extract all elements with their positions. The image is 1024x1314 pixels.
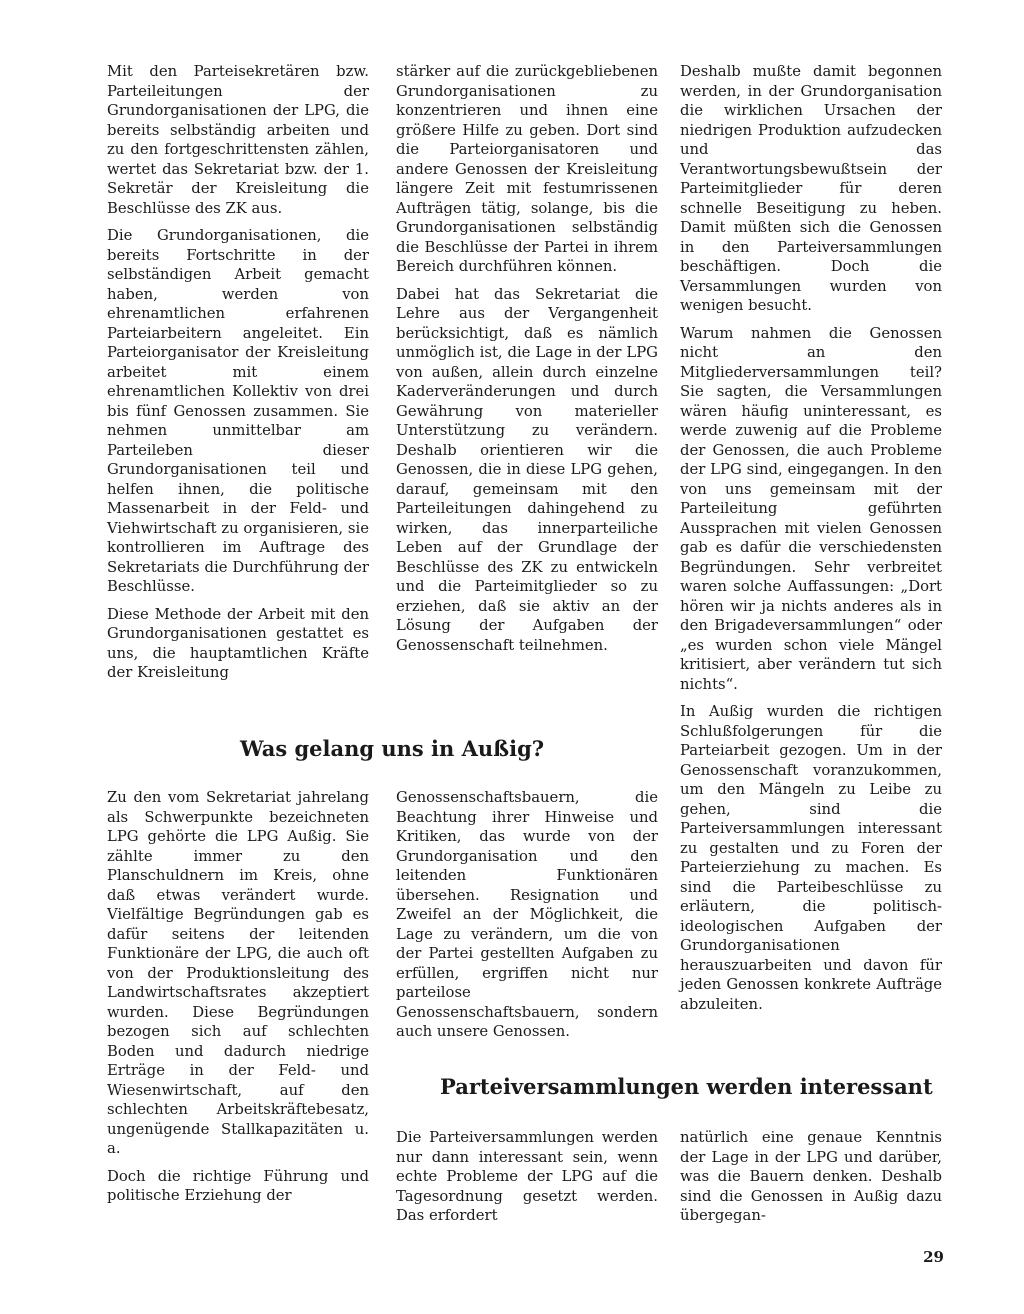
- paragraph: Doch die richtige Führung und politische Erziehung der: [107, 1167, 369, 1204]
- column-2-top: [396, 62, 658, 663]
- column-3: [680, 62, 942, 1022]
- paragraph: Zu den vom Sekretariat jahrelang als Schwerpunkte bezeichneten LPG gehörte die LPG Außig. Sie zählte immer zu den Planschuldnern im Kreis, ohne daß etwas verändert wurde. Vielfältige Begründungen gab es dafür seitens der leitenden Funktionäre der LPG, die auch oft von der Produktionsleitung des Landwirtschaftsrates akzeptiert wurden. Diese Begründungen bezogen sich auf schlechten Boden und dadurch niedrige Erträge in der Feld- und Wiesenwirtschaft, auf den schlechten Arbeitskräftebesatz, ungenügende Stallkapazitäten u. a.: [107, 789, 369, 1157]
- paragraph: Die Parteiversammlungen werden nur dann interessant sein, wenn echte Probleme der LPG auf die Tagesordnung gesetzt werden. Das erfordert: [396, 1129, 658, 1224]
- section-heading-aussig: Was gelang uns in Außig?: [240, 736, 545, 761]
- page-number: 29: [923, 1248, 944, 1266]
- column-1-middle: [107, 788, 369, 1214]
- column-1-top: [107, 62, 369, 691]
- column-2-middle: [396, 788, 658, 1050]
- paragraph: Mit den Parteisekretären bzw. Parteileitungen der Grundorganisationen der LPG, die bereits selbständig arbeiten und zu den fortgeschrittensten zählen, wertet das Sekretariat bzw. der 1. Sekretär der Kreisleitung die Beschlüsse des ZK aus.: [107, 63, 369, 217]
- paragraph: Diese Methode der Arbeit mit den Grundorganisationen gestattet es uns, die hauptamtlichen Kräfte der Kreisleitung: [107, 605, 369, 681]
- paragraph: Dabei hat das Sekretariat die Lehre aus der Vergangenheit berücksichtigt, daß es nämlich unmöglich ist, die Lage in der LPG von außen, allein durch einzelne Kaderveränderungen und durch Gewährung von materieller Unterstützung zu verändern. Deshalb orientieren wir die Genossen, die in diese LPG gehen, darauf, gemeinsam mit den Parteileitungen dahingehend zu wirken, das innerparteiliche Leben auf der Grundlage der Beschlüsse des ZK zu entwickeln und die Parteimitglieder so zu erziehen, daß sie aktiv an der Lösung der Aufgaben der Genossenschaft teilnehmen.: [396, 285, 658, 654]
- column-3-bottom: [680, 1128, 942, 1234]
- paragraph: Die Grundorganisationen, die bereits Fortschritte in der selbständigen Arbeit gemacht haben, werden von ehrenamtlichen erfahrenen Parteiarbeitern angeleitet. Ein Parteiorganisator der Kreisleitung arbeitet mit einem ehrenamtlichen Kollektiv von drei bis fünf Genossen zusammen. Sie nehmen unmittelbar am Parteileben dieser Grundorganisationen teil und helfen ihnen, die politische Massenarbeit in der Feld- und Viehwirtschaft zu organisieren, sie kontrollieren im Auftrage des Sekretariats die Durchführung der Beschlüsse.: [107, 227, 369, 595]
- paragraph: stärker auf die zurückgebliebenen Grundorganisationen zu konzentrieren und ihnen eine größere Hilfe zu geben. Dort sind die Parteiorganisatoren und andere Genossen der Kreisleitung längere Zeit mit festumrissenen Aufträgen tätig, solange, bis die Grundorganisationen selbständig die Beschlüsse der Partei in ihrem Bereich durchführen können.: [396, 63, 658, 275]
- paragraph: In Außig wurden die richtigen Schlußfolgerungen für die Parteiarbeit gezogen. Um in der Genossenschaft voranzukommen, um den Mängeln zu Leibe zu gehen, sind die Parteiversammlungen interessant zu gestalten und zu Foren der Parteierziehung zu machen. Es sind die Parteibeschlüsse zu erläutern, die politisch-ideologischen Aufgaben der Grundorganisationen herauszuarbeiten und davon für jeden Genossen konkrete Aufträge abzuleiten.: [680, 703, 942, 1013]
- paragraph: Warum nahmen die Genossen nicht an den Mitgliederversammlungen teil? Sie sagten, die Versammlungen wären häufig uninteressant, es werde zuwenig auf die Probleme der Genossen, die auch Probleme der LPG sind, eingegangen. In den von uns gemeinsam mit der Parteileitung geführten Aussprachen mit vielen Genossen gab es dafür die verschiedensten Begründungen. Sehr verbreitet waren solche Auffassungen: „Dort hören wir ja nichts anderes als in den Brigadeversammlungen“ oder „es wurden schon viele Mängel kritisiert, aber verändern tut sich nichts“.: [680, 324, 942, 693]
- column-2-bottom: [396, 1128, 658, 1234]
- paragraph: Deshalb mußte damit begonnen werden, in der Grundorganisation die wirklichen Ursachen der niedrigen Produktion aufzudecken und das Verantwortungsbewußtsein der Parteimitglieder für deren schnelle Beseitigung zu heben. Damit müßten sich die Genossen in den Parteiversammlungen beschäftigen. Doch die Versammlungen wurden von wenigen besucht.: [680, 63, 942, 314]
- paragraph: Genossenschaftsbauern, die Beachtung ihrer Hinweise und Kritiken, das wurde von der Grundorganisation und den leitenden Funktionären übersehen. Resignation und Zweifel an der Möglichkeit, die Lage zu verändern, um die von der Partei gestellten Aufgaben zu erfüllen, ergriffen nicht nur parteilose Genossenschaftsbauern, sondern auch unsere Genossen.: [396, 789, 658, 1040]
- section-heading-parteiversammlungen: Parteiversammlungen werden interessant: [440, 1074, 933, 1099]
- paragraph: natürlich eine genaue Kenntnis der Lage in der LPG und darüber, was die Bauern denken. Deshalb sind die Genossen in Außig dazu übergegan-: [680, 1129, 942, 1224]
